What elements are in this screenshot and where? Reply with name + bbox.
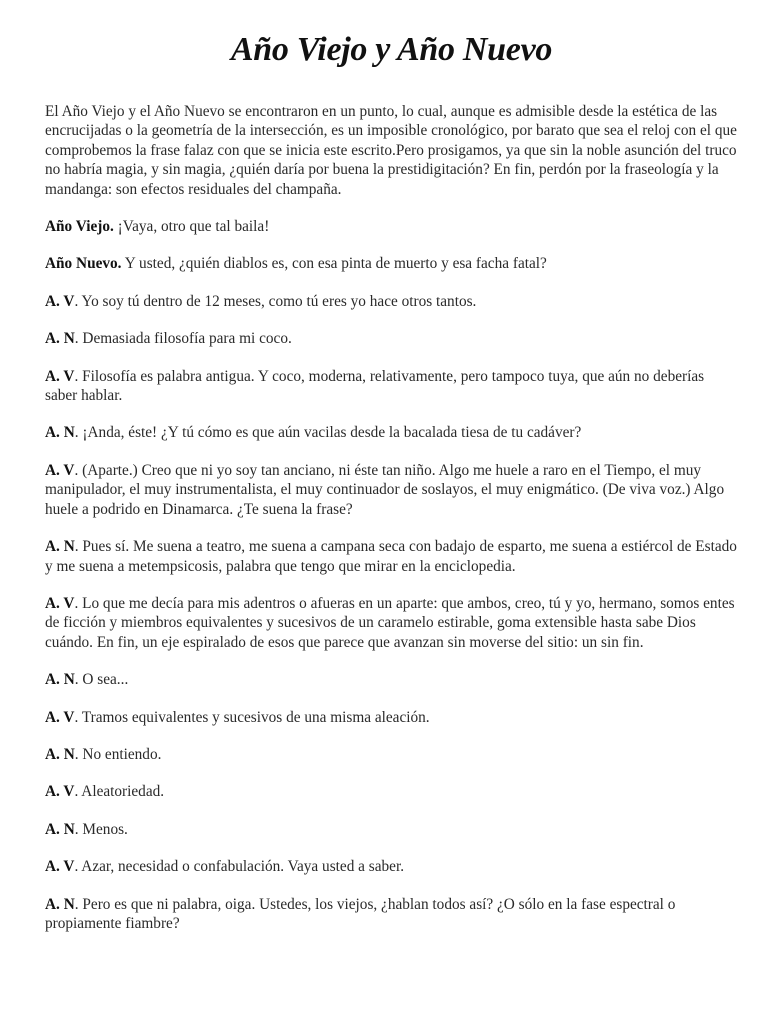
speaker-label: A. N <box>45 745 75 763</box>
dialogue-text: . (Aparte.) Creo que ni yo soy tan anciano, ni éste tan niño. Algo me huele a raro en el Tiempo, el muy manipulador, el muy instrumentalista, el muy continuador de soslayos, el muy enigmático. (De viva voz.) Algo huele a podrido en Dinamarca. ¿Te suena la frase? <box>45 461 725 518</box>
speaker-label: A. N <box>45 424 75 442</box>
dialogue-text: . Yo soy tú dentro de 12 meses, como tú eres yo hace otros tantos. <box>74 292 477 310</box>
dialogue-line <box>45 708 738 727</box>
dialogue-line <box>45 367 738 406</box>
dialogue-text: Y usted, ¿quién diablos es, con esa pinta de muerto y esa facha fatal? <box>121 255 547 273</box>
dialogue-line <box>45 292 738 311</box>
dialogue-text: . Filosofía es palabra antigua. Y coco, moderna, relativamente, pero tampoco tuya, que aún no deberías saber hablar. <box>45 367 705 405</box>
dialogue-text: . Demasiada filosofía para mi coco. <box>74 330 292 348</box>
speaker-label: A. N <box>45 330 75 348</box>
dialogue-line <box>45 782 738 801</box>
dialogue-line <box>45 461 738 519</box>
dialogue-line <box>45 857 738 876</box>
speaker-label: A. V <box>45 708 75 726</box>
dialogue-line <box>45 670 738 689</box>
dialogue-line <box>45 423 738 442</box>
dialogue-text: . Lo que me decía para mis adentros o afueras en un aparte: que ambos, creo, tú y yo, hermano, somos entes de ficción y miembros equivalentes y sucesivos de un caramelo estirable, goma extensible hasta sabe Dios cuándo. En fin, un eje espiralado de esos que parece que avanzan sin moverse del sitio: un sin fin. <box>45 594 735 651</box>
dialogue-text: . Tramos equivalentes y sucesivos de una misma aleación. <box>74 708 430 726</box>
speaker-label: Año Nuevo. <box>45 255 122 273</box>
intro-paragraph: El Año Viejo y el Año Nuevo se encontraron en un punto, lo cual, aunque es admisible desde la estética de las encrucijadas o la geometría de la intersección, es un imposible cronológico, por barato que sea el reloj con el que comprobemos la frase falaz con que se inicia este escrito.Pero prosigamos, ya que sin la noble asunción del truco no habría magia, y sin magia, ¿quién daría por buena la prestidigitación? En fin, perdón por la fraseología y la mandanga: son efectos residuales del champaña. <box>45 103 737 198</box>
speaker-label: A. V <box>45 292 75 310</box>
speaker-label: A. N <box>45 538 75 556</box>
dialogue-line <box>45 254 738 273</box>
document-title: Año Viejo y Año Nuevo <box>230 31 553 68</box>
dialogue-line <box>45 594 738 652</box>
dialogue-text: . Pero es que ni palabra, oiga. Ustedes, los viejos, ¿hablan todos así? ¿O sólo en la fase espectral o propiamente fiambre? <box>45 895 676 932</box>
dialogue-line <box>45 895 738 934</box>
speaker-label: Año Viejo. <box>45 218 114 236</box>
speaker-label: A. V <box>45 783 75 801</box>
dialogue-text: . No entiendo. <box>74 745 162 763</box>
dialogue-text: . Menos. <box>74 820 128 838</box>
dialogue-line <box>45 217 738 236</box>
speaker-label: A. N <box>45 820 75 838</box>
speaker-label: A. N <box>45 671 75 689</box>
dialogue-text: ¡Vaya, otro que tal baila! <box>113 218 270 236</box>
speaker-label: A. V <box>45 858 75 876</box>
speaker-label: A. N <box>45 895 75 913</box>
dialogue-line <box>45 820 738 839</box>
dialogue-text: . Aleatoriedad. <box>74 783 165 801</box>
speaker-label: A. V <box>45 367 75 385</box>
document-page <box>45 30 738 951</box>
dialogue-text: . Pues sí. Me suena a teatro, me suena a campana seca con badajo de esparto, me suena a estiércol de Estado y me suena a metempsicosis, palabra que tengo que mirar en la enciclopedia. <box>45 538 737 575</box>
dialogue <box>45 217 738 933</box>
dialogue-text: . O sea... <box>74 671 129 689</box>
speaker-label: A. V <box>45 461 75 479</box>
dialogue-line <box>45 745 738 764</box>
speaker-label: A. V <box>45 594 75 612</box>
dialogue-text: . Azar, necesidad o confabulación. Vaya usted a saber. <box>74 858 405 876</box>
dialogue-line <box>45 329 738 348</box>
dialogue-line <box>45 537 738 576</box>
dialogue-text: . ¡Anda, éste! ¿Y tú cómo es que aún vacilas desde la bacalada tiesa de tu cadáver? <box>74 424 582 442</box>
